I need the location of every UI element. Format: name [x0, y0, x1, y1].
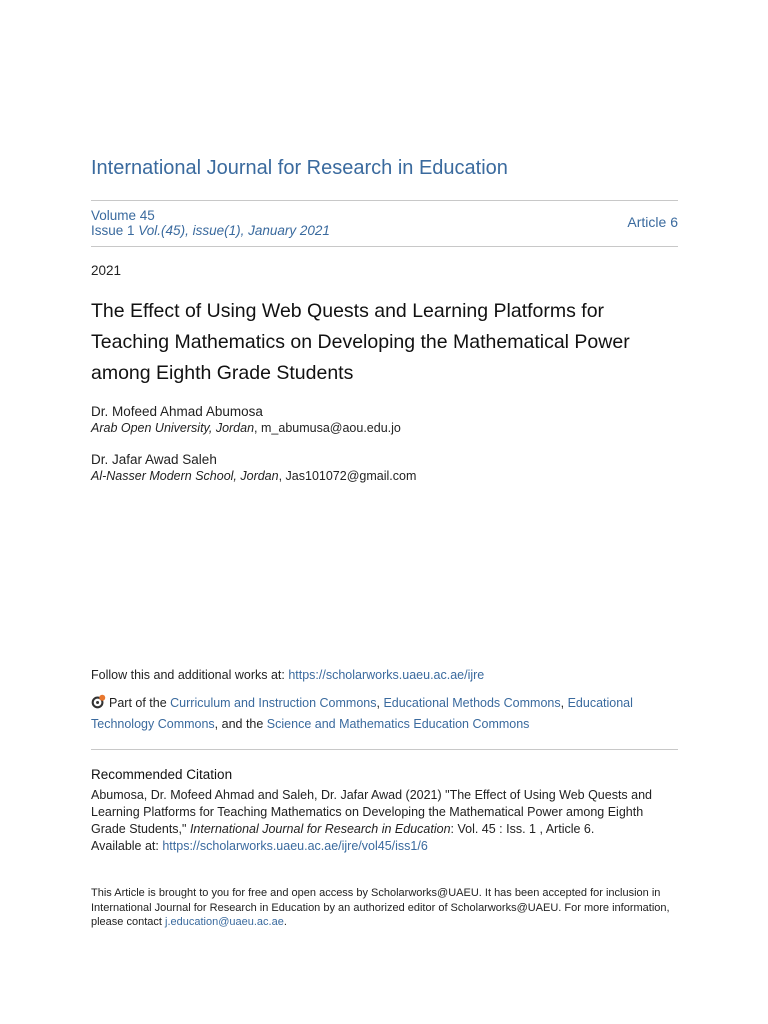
affiliation-text: Al-Nasser Modern School, Jordan — [91, 469, 279, 483]
article-number-link[interactable]: Article 6 — [627, 214, 678, 230]
citation-journal: International Journal for Research in Education — [189, 822, 451, 836]
available-url-link[interactable]: https://scholarworks.uaeu.ac.ae/ijre/vol45/iss1/6 — [162, 839, 428, 853]
available-label: Available at: — [91, 839, 163, 853]
separator: , — [560, 696, 568, 710]
affiliation-text: Arab Open University, Jordan — [91, 421, 255, 435]
divider-citation — [91, 749, 678, 750]
author-email: Jas101072@gmail.com — [285, 469, 417, 483]
publication-year: 2021 — [91, 263, 122, 278]
contact-email-link[interactable]: j.education@uaeu.ac.ae — [165, 916, 284, 928]
follow-label: Follow this and additional works at: — [91, 668, 289, 682]
journal-title-link[interactable]: International Journal for Research in Education — [91, 157, 508, 179]
citation-heading: Recommended Citation — [91, 767, 233, 782]
volume-issue-block — [91, 208, 330, 238]
author-name: Dr. Mofeed Ahmad Abumosa — [91, 404, 263, 419]
commons-link-educational-technology[interactable]: Educational Technology Commons — [91, 696, 633, 731]
volume-link[interactable]: Volume 45 — [91, 208, 155, 223]
separator: , — [376, 696, 384, 710]
issue-link[interactable]: Issue 1 — [91, 223, 135, 238]
commons-link-educational-methods[interactable]: Educational Methods Commons — [383, 696, 561, 710]
and-the: , and the — [214, 717, 267, 731]
citation-body — [91, 787, 678, 855]
citation-suffix: : Vol. 45 : Iss. 1 , Article 6. — [450, 822, 595, 836]
divider-issue — [91, 246, 678, 247]
author-block-2 — [91, 451, 416, 485]
author-affiliation: Arab Open University, Jordan, m_abumusa@aou.edu.jo — [91, 421, 401, 435]
author-affiliation: Al-Nasser Modern School, Jordan, Jas101072@gmail.com — [91, 469, 417, 483]
follow-url-link[interactable]: https://scholarworks.uaeu.ac.ae/ijre — [288, 668, 485, 682]
footer-end: . — [283, 916, 287, 928]
issue-detail-link[interactable]: Vol.(45), issue(1), January 2021 — [138, 223, 330, 238]
citation-text: Abumosa, Dr. Mofeed Ahmad and Saleh, Dr. Jafar Awad (2021) "The Effect of Using Web Quests and Learning Platforms for Teaching Mathematics on Developing the Mathematical Power among Eighth Grade Students," — [91, 788, 652, 836]
divider-top — [91, 200, 678, 201]
author-block-1 — [91, 403, 401, 437]
part-of-prefix: Part of the — [109, 696, 171, 710]
footer-notice — [91, 886, 678, 930]
commons-link-science-math[interactable]: Science and Mathematics Education Commons — [266, 717, 530, 731]
author-email: m_abumusa@aou.edu.jo — [261, 421, 401, 435]
footer-text: This Article is brought to you for free and open access by Scholarworks@UAEU. It has been accepted for inclusion in International Journal for Research in Education by an authorized editor of Scholarworks@UAEU. For more information, please contact — [91, 887, 670, 928]
network-icon — [91, 694, 106, 709]
author-name: Dr. Jafar Awad Saleh — [91, 452, 217, 467]
commons-link-curriculum[interactable]: Curriculum and Instruction Commons — [170, 696, 377, 710]
article-title: The Effect of Using Web Quests and Learning Platforms for Teaching Mathematics on Developing the Mathematical Power among Eighth Grade Students — [91, 300, 630, 384]
follow-works — [91, 668, 484, 682]
part-of-commons — [91, 693, 678, 735]
